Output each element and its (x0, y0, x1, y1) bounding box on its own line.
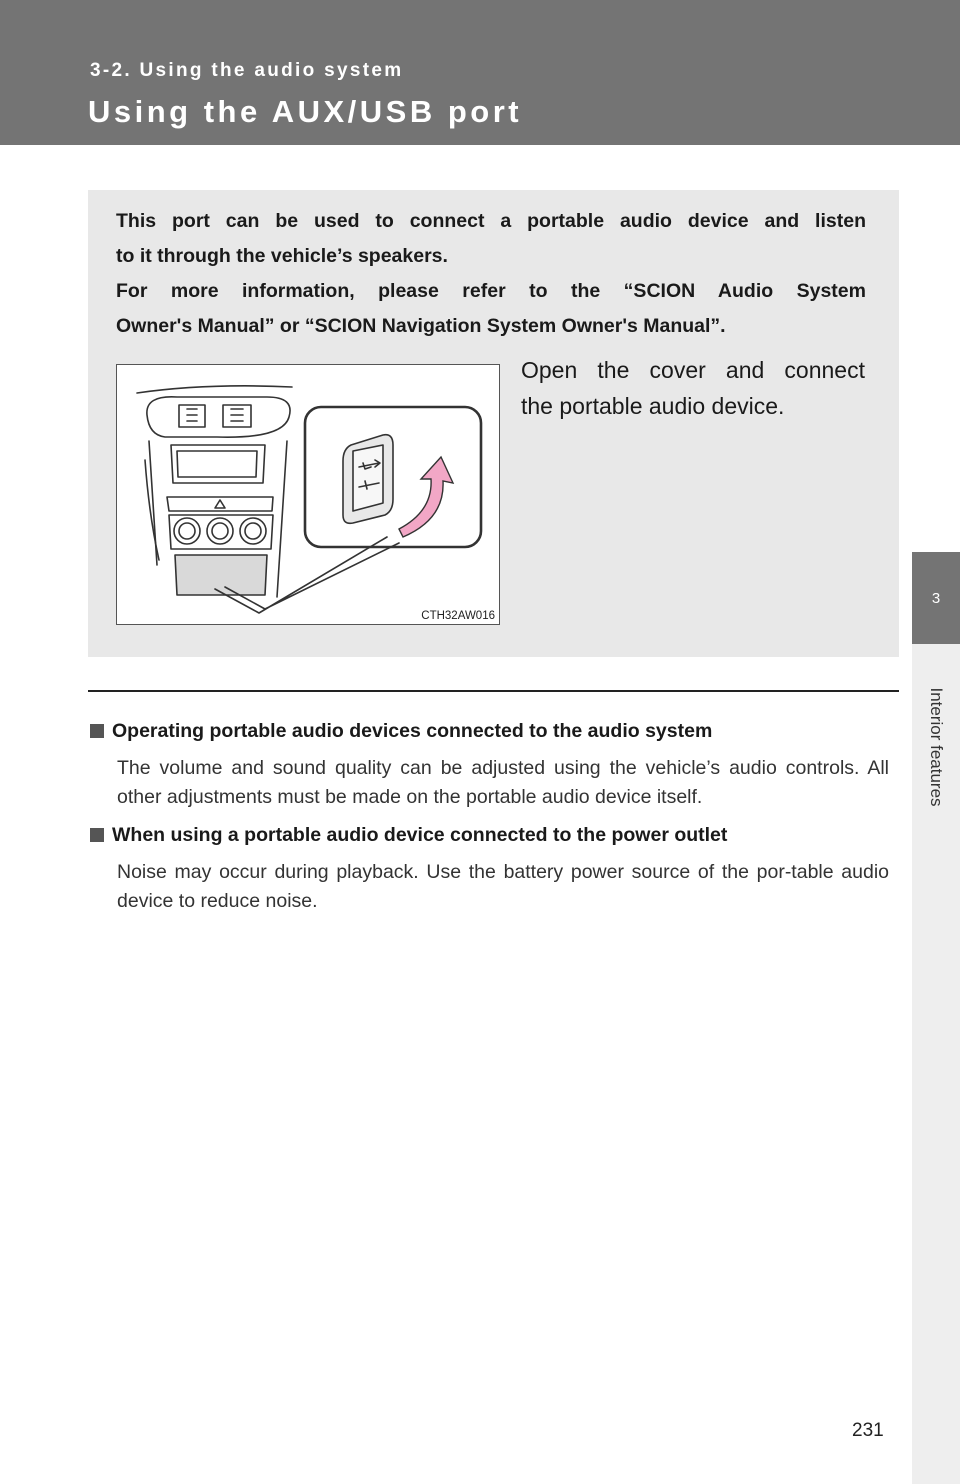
climate-knob-center (207, 518, 233, 544)
section-label: 3-2. Using the audio system (90, 60, 404, 81)
info-box (88, 190, 899, 657)
caption-line: Open the cover and connect (521, 357, 865, 383)
climate-knob-right (240, 518, 266, 544)
illustration-caption (521, 352, 865, 424)
page-header (0, 0, 960, 145)
chapter-label: Interior features (927, 686, 946, 807)
note-heading (90, 716, 889, 746)
air-vent (147, 397, 290, 437)
section-divider (88, 690, 899, 692)
square-bullet-icon (90, 828, 104, 842)
chapter-label-wrap (912, 644, 960, 849)
intro-line: For more information, please refer to the “SCION Audio System (116, 280, 866, 302)
note (112, 716, 889, 812)
intro-line: This port can be used to connect a portable audio device and listen (116, 210, 866, 232)
console-usb-drawing (117, 365, 499, 624)
note-body: Noise may occur during playback. Use the battery power source of the por-table audio device to reduce noise. (117, 861, 889, 912)
open-cover-arrow-icon (399, 457, 453, 537)
console-illustration (116, 364, 500, 625)
note-heading-text: When using a portable audio device connected to the power outlet (112, 824, 728, 846)
illustration-code: CTH32AW016 (421, 610, 495, 622)
page-title: Using the AUX/USB port (88, 94, 523, 129)
note (112, 820, 889, 916)
intro-line: to it through the vehicle’s speakers. (116, 245, 448, 267)
dashboard-curve (137, 386, 292, 393)
notes-section (112, 716, 889, 924)
storage-tray (175, 555, 267, 595)
chapter-number: 3 (931, 590, 941, 607)
note-body: The volume and sound quality can be adjusted using the vehicle’s audio controls. All other adjustments must be made on the portable audio device itself. (117, 757, 889, 808)
page-number: 231 (852, 1420, 884, 1441)
note-heading (90, 820, 889, 850)
hazard-switch (167, 497, 273, 511)
intro-line: Owner's Manual” or “SCION Navigation System Owner's Manual”. (116, 315, 726, 337)
climate-knob-left (174, 518, 200, 544)
note-heading-text: Operating portable audio devices connected to the audio system (112, 720, 713, 742)
square-bullet-icon (90, 724, 104, 738)
chapter-tab[interactable] (912, 552, 960, 644)
caption-line: the portable audio device. (521, 393, 785, 419)
intro-text (116, 204, 866, 344)
